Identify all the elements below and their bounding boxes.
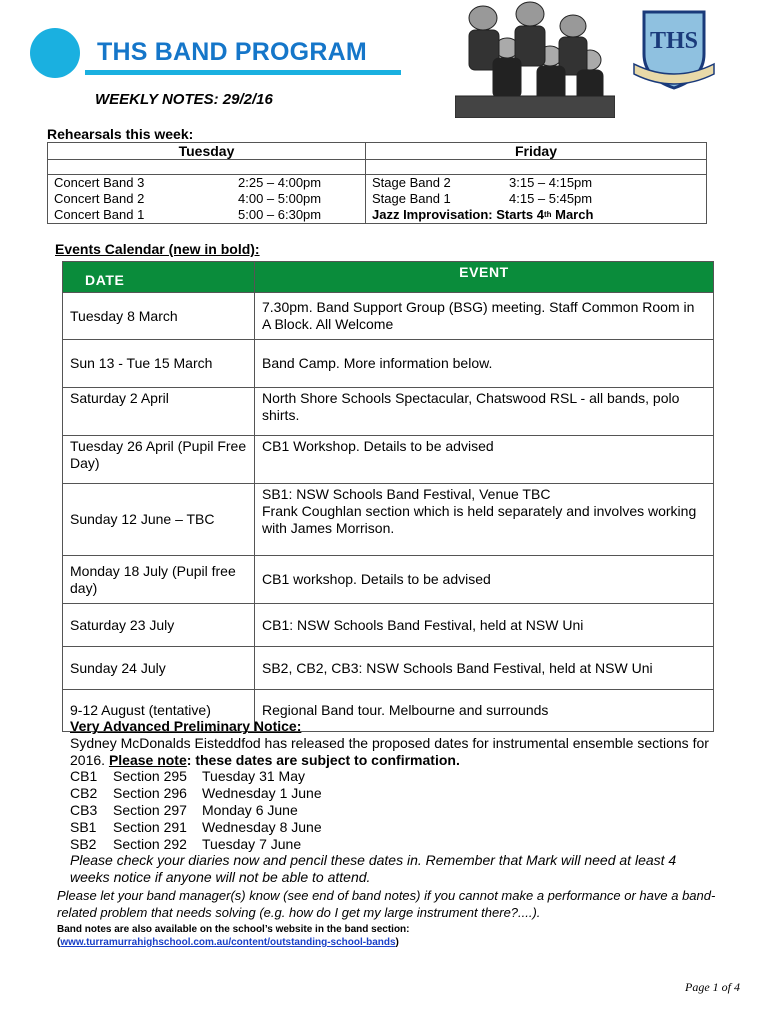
eisteddfod-section: SB1 Section 291 Wednesday 8 June <box>70 818 322 835</box>
table-row: 9-12 August (tentative) Regional Band tour. Melbourne and surrounds <box>63 690 714 732</box>
page-title: THS BAND PROGRAM <box>97 38 367 66</box>
notice-title: Very Advanced Preliminary Notice: <box>70 718 302 734</box>
rehearsals-title: Rehearsals this week: <box>47 126 194 142</box>
table-row: Monday 18 July (Pupil free day) CB1 workshop. Details to be advised <box>63 556 714 604</box>
table-row: Tuesday 26 April (Pupil Free Day) CB1 Workshop. Details to be advised <box>63 436 714 484</box>
crest-letters: THS <box>649 28 699 54</box>
rehearsal-row: Stage Band 1 4:15 – 5:45pm <box>372 191 593 206</box>
table-row: Sunday 12 June – TBC SB1: NSW Schools Band Festival, Venue TBC Frank Coughlan section which is held separately and involves working with James Morrison. <box>63 484 714 556</box>
rehearsal-row: Concert Band 1 5:00 – 6:30pm <box>54 207 322 222</box>
rehearsal-day-friday: Friday <box>366 143 707 160</box>
jazz-improvisation-row: Jazz Improvisation: Starts 4 th March <box>372 207 594 222</box>
table-row: Saturday 23 July CB1: NSW Schools Band Festival, held at NSW Uni <box>63 604 714 647</box>
title-underline <box>85 70 401 75</box>
table-row: Sun 13 - Tue 15 March Band Camp. More information below. <box>63 340 714 388</box>
table-row: Tuesday 8 March 7.30pm. Band Support Group (BSG) meeting. Staff Common Room in A Block. All Welcome <box>63 293 714 340</box>
header-date: DATE <box>63 262 255 293</box>
rehearsal-row: Concert Band 3 2:25 – 4:00pm <box>54 175 322 190</box>
tuesday-schedule <box>48 175 366 224</box>
events-table <box>62 261 714 732</box>
rehearsal-row: Stage Band 2 3:15 – 4:15pm <box>372 175 593 190</box>
rehearsal-row: Concert Band 2 4:00 – 5:00pm <box>54 191 322 206</box>
friday-schedule <box>366 175 707 224</box>
eisteddfod-section: SB2 Section 292 Tuesday 7 June <box>70 835 302 852</box>
website-link[interactable]: www.turramurrahighschool.com.au/content/outstanding-school-bands <box>60 937 396 948</box>
school-crest-logo <box>630 8 718 92</box>
table-row: Saturday 2 April North Shore Schools Spectacular, Chatswood RSL - all bands, polo shirts. <box>63 388 714 436</box>
events-calendar-title: Events Calendar (new in bold): <box>55 241 260 257</box>
header-event: EVENT <box>255 262 714 293</box>
band-manager-note: Please let your band manager(s) know (see end of band notes) if you cannot make a performance or have a band-related problem that needs solving (e.g. how do I get my large instrument there?....). <box>57 888 716 920</box>
header-circle <box>30 28 80 78</box>
page-number: Page 1 of 4 <box>685 980 740 994</box>
eisteddfod-section: CB1 Section 295 Tuesday 31 May <box>70 768 305 785</box>
notice-intro: Sydney McDonalds Eisteddfod has released the proposed dates for instrumental ensemble sections for 2016. Please note: these dates are subject to confirmation. <box>70 734 709 768</box>
rehearsals-table <box>47 142 707 224</box>
table-row: Sunday 24 July SB2, CB2, CB3: NSW Schools Band Festival, held at NSW Uni <box>63 647 714 690</box>
preliminary-notice <box>70 718 710 886</box>
weekly-notes-heading: WEEKLY NOTES: 29/2/16 <box>95 91 273 108</box>
rehearsal-day-tuesday: Tuesday <box>48 143 366 160</box>
notice-reminder: Please check your diaries now and pencil these dates in. Remember that Mark will need at least 4 weeks notice if anyone will not be able to attend. <box>70 852 677 886</box>
band-musicians-image <box>455 0 615 118</box>
website-note: Band notes are also available on the school’s website in the band section: <box>57 924 410 935</box>
eisteddfod-section: CB3 Section 297 Monday 6 June <box>70 801 298 818</box>
eisteddfod-section: CB2 Section 296 Wednesday 1 June <box>70 785 322 802</box>
website-link-line: (www.turramurrahighschool.com.au/content/outstanding-school-bands) <box>57 937 399 948</box>
